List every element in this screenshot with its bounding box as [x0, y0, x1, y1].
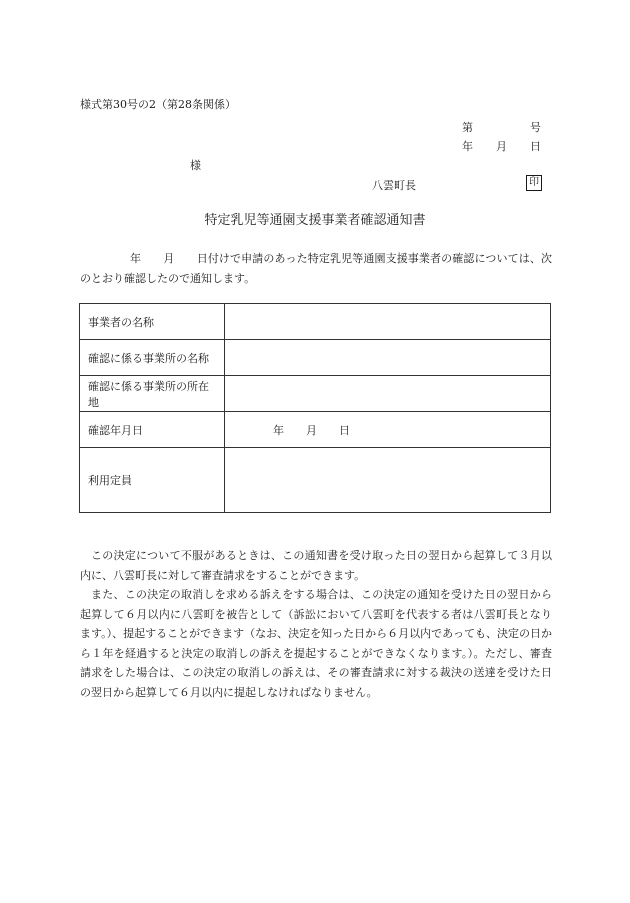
confirmation-table [79, 303, 551, 513]
note-paragraph-lawsuit: また、この決定の取消しを求める訴えをする場合は、この決定の通知を受けた日の翌日から起算して６月以内に八雲町を被告として（訴訟において八雲町を代表する者は八雲町長となります。）、提起することができます（なお、決定を知った日から６月以内であっても、決定の日から１年を経過すると決定の取消しの訴えを提起することができなくなります。）。ただし、審査請求をした場合は、この決定の取消しの訴えは、その審査請求に対する裁決の送達を受けた日の翌日から起算して６月以内に提起しなければなりません。 [80, 588, 553, 699]
document-number-prefix: 第 [462, 121, 473, 134]
row-label-business-name: 事業者の名称 [80, 304, 225, 340]
table-row [80, 448, 551, 513]
notes-section [80, 546, 552, 702]
issue-date-year: 年 [462, 140, 473, 153]
row-value-confirmation-date: 年 月 日 [225, 412, 551, 448]
document-title: 特定乳児等通園支援事業者確認通知書 [204, 213, 426, 228]
row-label-confirmation-date: 確認年月日 [80, 412, 225, 448]
row-value-facility-name [225, 340, 551, 376]
row-label-facility-address: 確認に係る事業所の所在地 [80, 376, 225, 412]
row-label-capacity: 利用定員 [80, 448, 225, 513]
recipient-honorific: 様 [190, 159, 201, 172]
issue-date-day: 日 [530, 140, 541, 153]
table-row [80, 304, 551, 340]
row-value-business-name [225, 304, 551, 340]
issue-date-month: 月 [496, 140, 507, 153]
form-number: 様式第30号の2（第28条関係） [80, 98, 236, 111]
table-row [80, 412, 551, 448]
row-value-facility-address [225, 376, 551, 412]
body-paragraph: 年 月 日付けで申請のあった特定乳児等通園支援事業者の確認については、次のとおり確認したので通知します。 [80, 252, 552, 285]
row-label-facility-name: 確認に係る事業所の名称 [80, 340, 225, 376]
row-value-capacity [225, 448, 551, 513]
note-paragraph-appeal: この決定について不服があるときは、この通知書を受け取った日の翌日から起算して３月以内に、八雲町長に対して審査請求をすることができます。 [80, 549, 552, 582]
issuer-name: 八雲町長 [372, 179, 416, 192]
table-row [80, 340, 551, 376]
table-row [80, 376, 551, 412]
document-number-suffix: 号 [530, 121, 541, 134]
seal-mark: 印 [526, 175, 542, 191]
